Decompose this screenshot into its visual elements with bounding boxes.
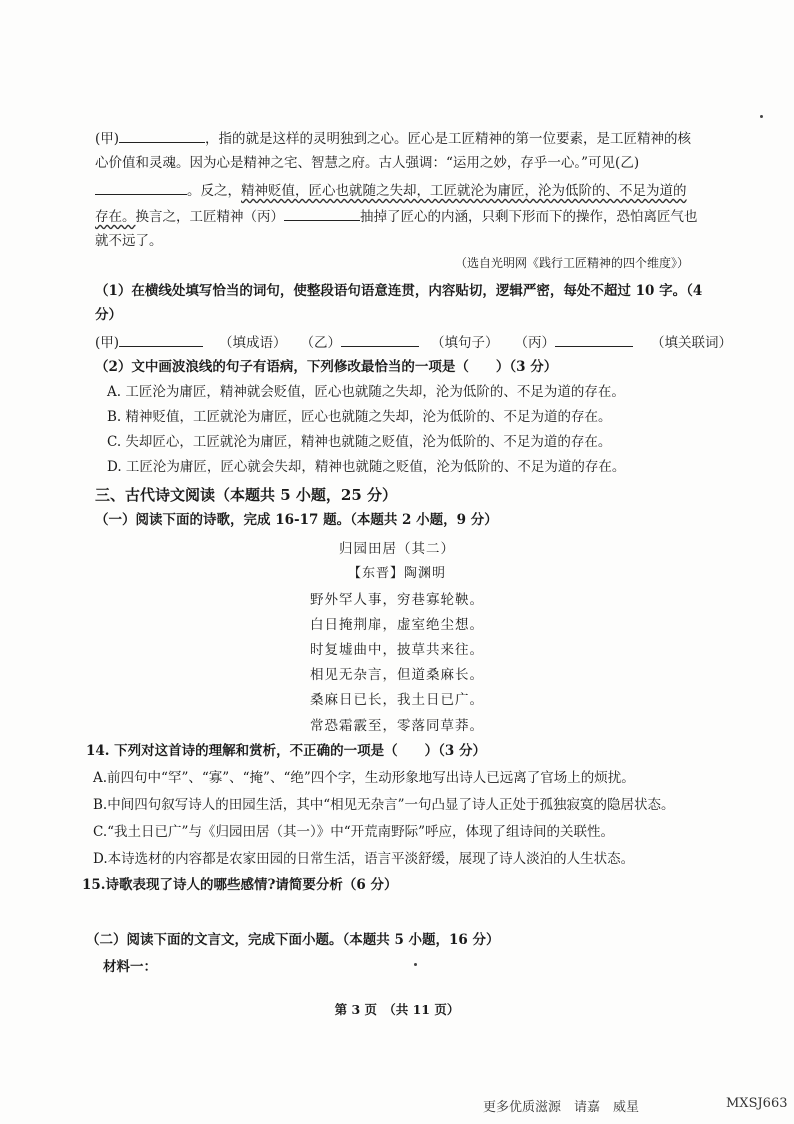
q2-option-d: D. 工匠沦为庸匠，匠心就会失却，精神也就随之贬值，沦为低阶的、不足为道的存在。	[107, 459, 626, 475]
answer-hint-bing: （填关联词）	[651, 335, 733, 351]
poem-line: 相见无杂言，但道桑麻长。	[310, 667, 484, 683]
q1-prompt: （1）在横线处填写恰当的词句，使整段语句语意连贯，内容贴切，逻辑严密，每处不超过 10 字。（4	[95, 283, 703, 299]
footer-code: MXSJ663	[726, 1096, 788, 1111]
answer-label-yi: （乙）	[300, 335, 342, 351]
answer-blank-bing[interactable]	[555, 332, 633, 347]
blank-jia	[119, 128, 205, 143]
passage-text: ，指的就是这样的灵明独到之心。匠心是工匠精神的第一位要素，是工匠精神的核	[205, 131, 692, 147]
passage-text: 。反之，	[187, 183, 241, 199]
q1-prompt-cont: 分）	[95, 307, 122, 323]
scan-speck	[414, 963, 417, 966]
q14-option-c: C.“我土日已广”与《归园田居（其一）》中“开荒南野际”呼应，体现了组诗间的关联性。	[93, 824, 614, 840]
blank-yi	[95, 180, 187, 195]
section-3-sub-2: （二）阅读下面的文言文，完成下面小题。（本题共 5 小题，16 分）	[86, 932, 500, 948]
wavy-underlined-sentence-end: 存在。	[95, 209, 136, 225]
passage-text: 抽掉了匠心的内涵，只剩下形而下的操作，恐怕离匠气也	[360, 209, 698, 225]
q2-option-c: C. 失却匠心，工匠就沦为庸匠，精神也就随之贬值，沦为低阶的、不足为道的存在。	[107, 434, 612, 450]
passage-line-3	[95, 180, 687, 200]
blank-bing	[284, 206, 360, 221]
passage-line-4	[95, 206, 698, 226]
poem-line: 白日掩荆扉，虚室绝尘想。	[310, 617, 484, 633]
page-number: 第 3 页 （共 11 页）	[334, 1002, 460, 1017]
q14-prompt: 14. 下列对这首诗的理解和赏析，不正确的一项是（ ）（3 分）	[86, 743, 487, 759]
footer-text: 更多优质滋源 请嘉 威星	[483, 1100, 640, 1115]
answer-blank-yi[interactable]	[341, 332, 419, 347]
material-label: 材料一：	[103, 959, 157, 975]
blank-label-jia: (甲)	[95, 131, 120, 147]
q15-prompt: 15.诗歌表现了诗人的哪些感情?请简要分析（6 分）	[82, 877, 398, 893]
section-3-sub-1: （一）阅读下面的诗歌，完成 16-17 题。（本题共 2 小题，9 分）	[95, 512, 498, 528]
poem-line: 桑麻日已长，我土日已广。	[310, 692, 484, 708]
passage-text: 换言之，工匠精神（丙）	[135, 209, 284, 225]
poem-line: 野外罕人事，穷巷寡轮鞅。	[310, 592, 484, 608]
q14-option-d: D.本诗选材的内容都是农家田园的日常生活，语言平淡舒缓，展现了诗人淡泊的人生状态。	[93, 851, 635, 867]
answer-label-jia: (甲)	[95, 335, 120, 351]
poem-title: 归园田居（其二）	[339, 541, 455, 557]
answer-hint-jia: （填成语）	[219, 335, 287, 351]
answer-blank-jia[interactable]	[119, 332, 203, 347]
passage-line-1	[95, 128, 691, 148]
answer-label-bing: （丙）	[514, 335, 556, 351]
passage-line-2: 心价值和灵魂。因为心是精神之宅、智慧之府。古人强调：“运用之妙，存乎一心。”可见(乙)	[95, 155, 640, 171]
passage-source: （选自光明网《践行工匠精神的四个维度》）	[455, 256, 690, 270]
poem-line: 常恐霜霰至，零落同草莽。	[310, 718, 484, 734]
poem-author: 【东晋】陶渊明	[347, 566, 446, 581]
wavy-underlined-sentence: 精神贬值，匠心也就随之失却，工匠就沦为庸匠，沦为低阶的、不足为道的	[241, 183, 687, 199]
section-3-title: 三、古代诗文阅读（本题共 5 小题，25 分）	[95, 486, 397, 504]
q2-prompt: （2）文中画波浪线的句子有语病，下列修改最恰当的一项是（ ）（3 分）	[95, 359, 558, 375]
passage-line-5: 就不远了。	[95, 233, 163, 249]
poem-line: 时复墟曲中，披草共来往。	[310, 642, 484, 658]
q14-option-b: B.中间四句叙写诗人的田园生活，其中“相见无杂言”一句凸显了诗人正处于孤独寂寞的隐居状态。	[93, 797, 675, 813]
answer-hint-yi: （填句子）	[431, 335, 499, 351]
q14-option-a: A.前四句中“罕”、“寡”、“掩”、“绝”四个字，生动形象地写出诗人已远离了官场上的烦扰。	[93, 770, 635, 786]
scan-speck	[760, 115, 763, 118]
q1-answer-row	[95, 332, 732, 352]
q2-option-a: A. 工匠沦为庸匠，精神就会贬值，匠心也就随之失却，沦为低阶的、不足为道的存在。	[107, 384, 625, 400]
q2-option-b: B. 精神贬值，工匠就沦为庸匠，匠心也就随之失却，沦为低阶的、不足为道的存在。	[107, 409, 612, 425]
